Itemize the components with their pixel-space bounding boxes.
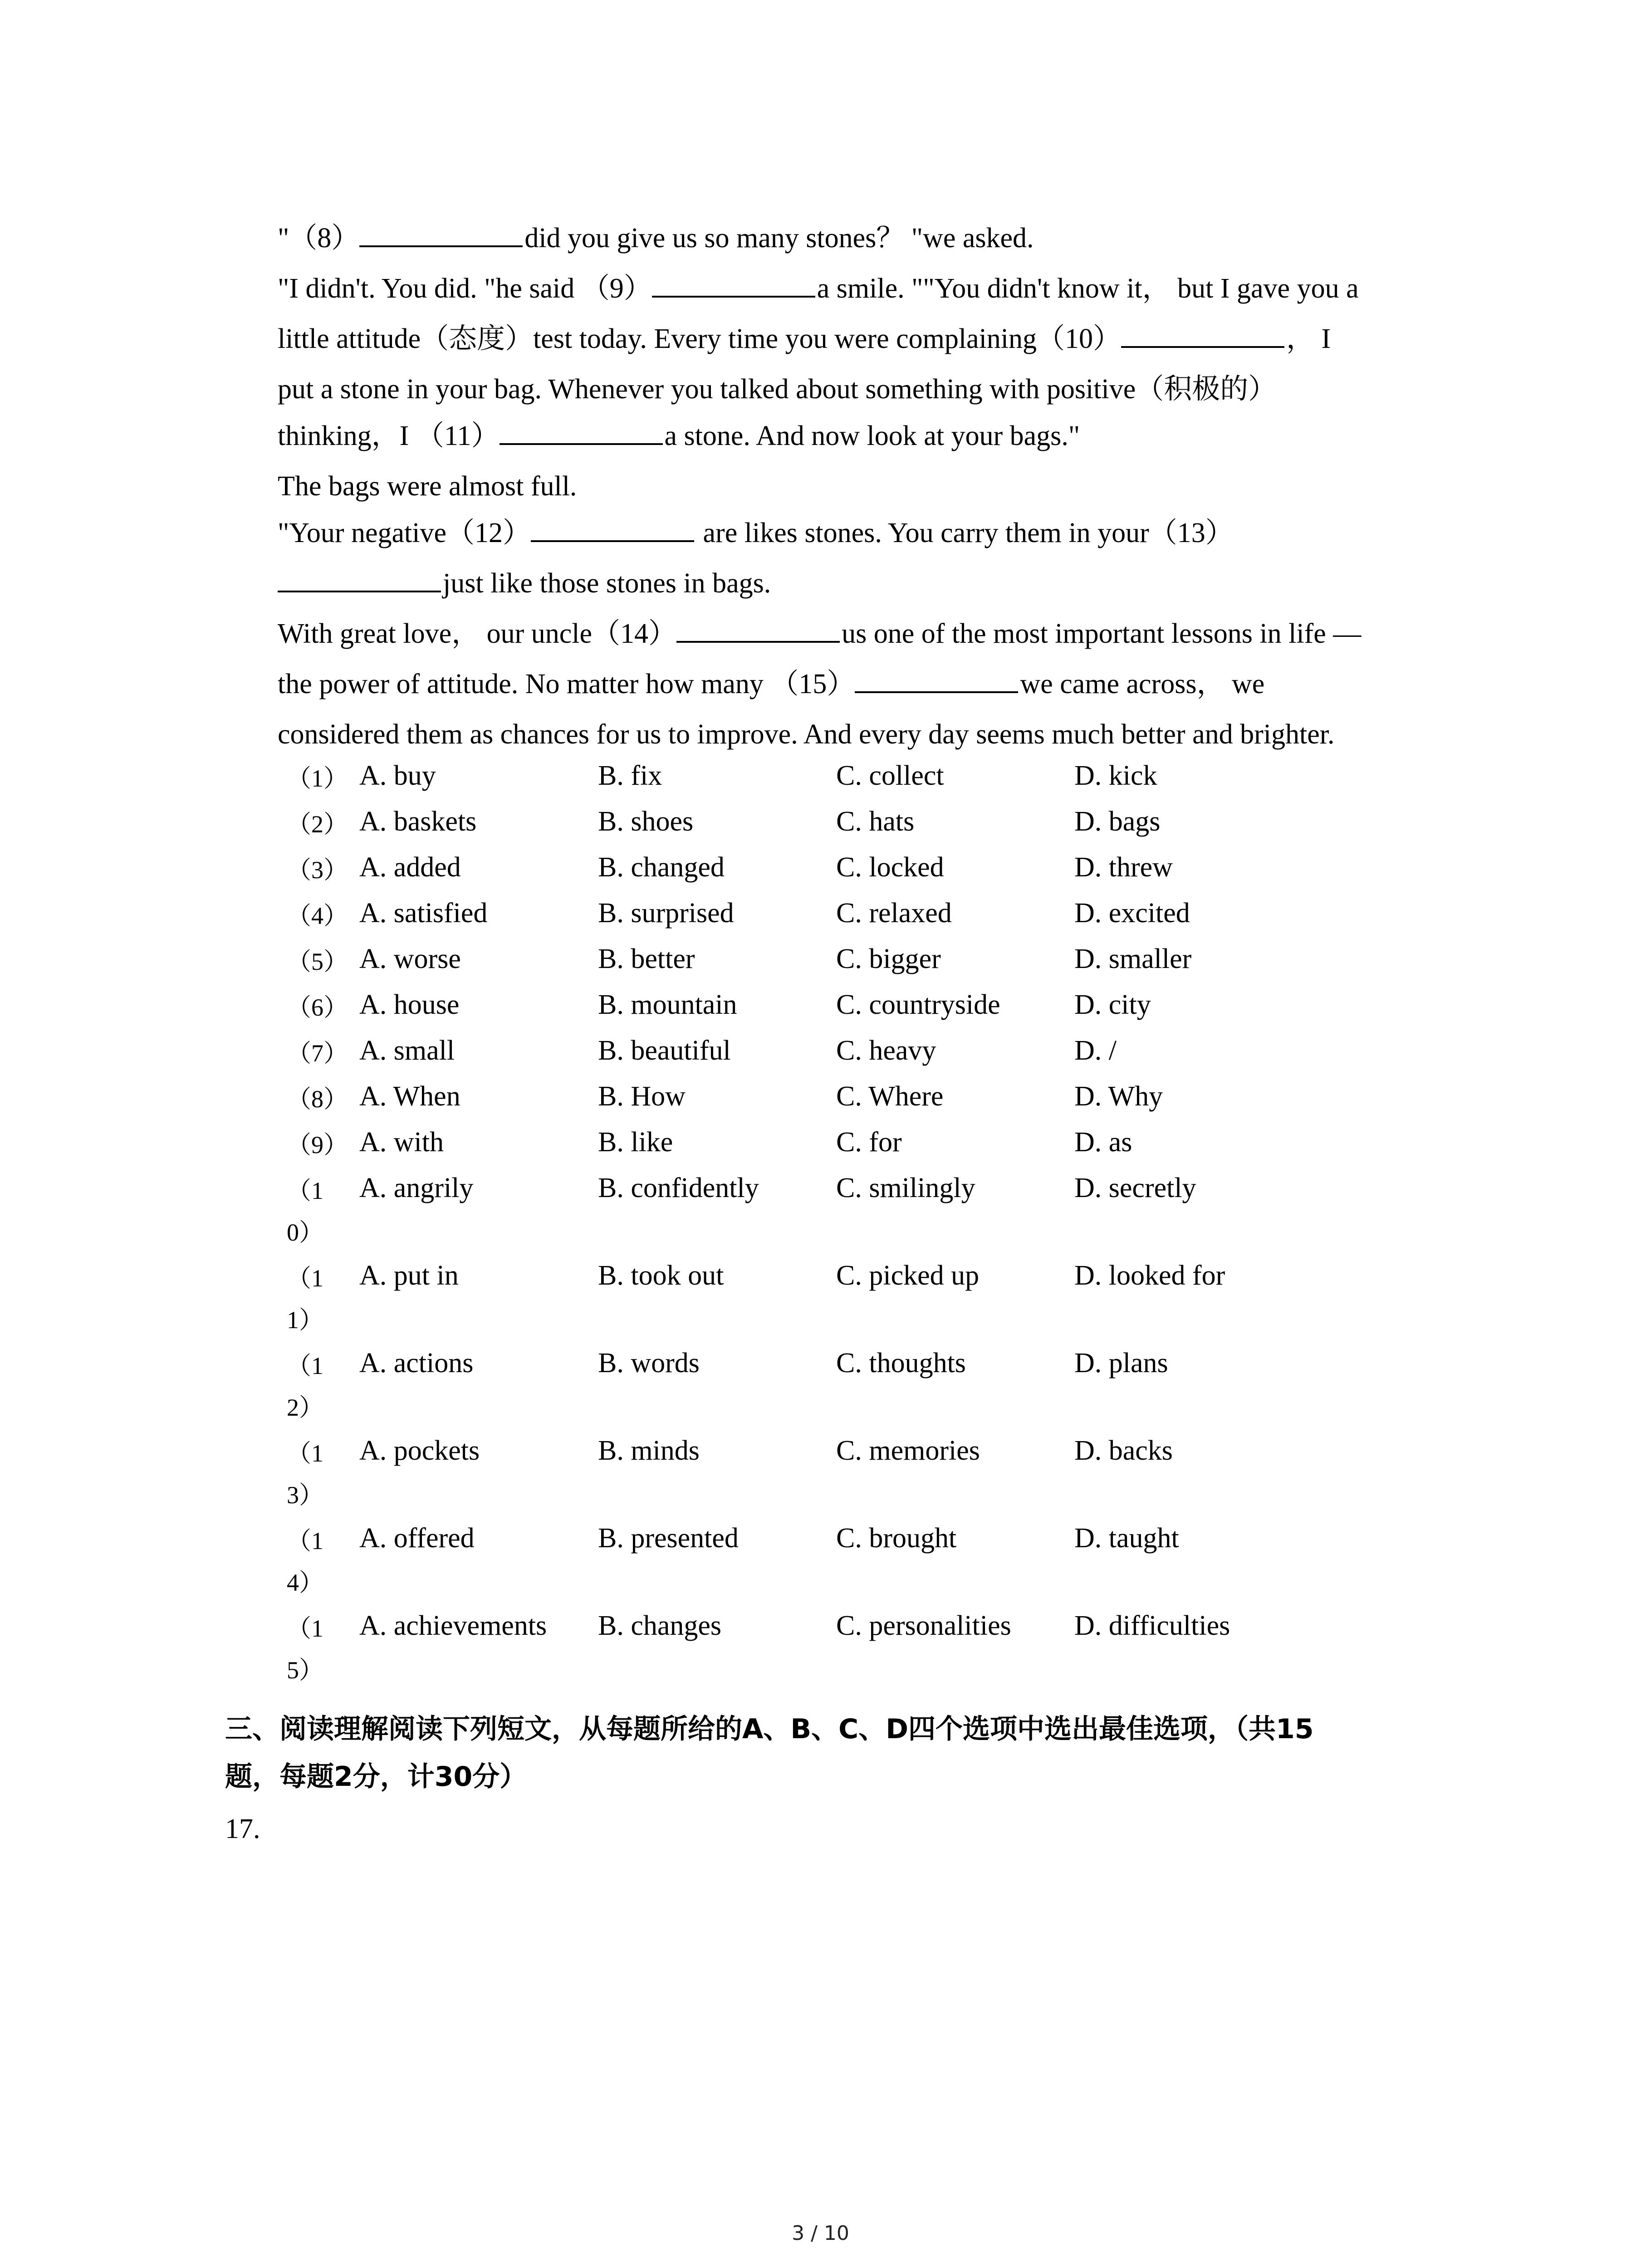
option-a: A. baskets — [359, 806, 477, 837]
question-number: （1 1） — [287, 1265, 323, 1334]
passage-text: With great love， our uncle（14） — [278, 618, 677, 649]
question-number: （5） — [287, 948, 348, 975]
option-row — [259, 890, 1438, 936]
option-b: B. confidently — [598, 1173, 759, 1203]
option-row — [259, 982, 1438, 1028]
passage-line-6 — [278, 461, 1457, 508]
option-c: C. brought — [836, 1523, 957, 1554]
option-row — [259, 1165, 1438, 1253]
option-d: D. city — [1074, 989, 1151, 1020]
passage-text: we came across， we — [1020, 669, 1265, 699]
option-a: A. with — [359, 1127, 444, 1158]
option-d: D. plans — [1074, 1348, 1168, 1378]
option-d: D. looked for — [1074, 1260, 1225, 1291]
cloze-passage — [278, 213, 1457, 756]
passage-text: little attitude（态度）test today. Every time you were complaining（10） — [278, 323, 1122, 354]
option-a: A. put in — [359, 1260, 459, 1291]
option-c: C. personalities — [836, 1610, 1011, 1641]
passage-text: did you give us so many stones？ "we asked. — [524, 223, 1034, 254]
option-c: C. collect — [836, 760, 944, 791]
option-row — [259, 753, 1438, 799]
question-17-number: 17. — [225, 1813, 260, 1844]
passage-text: "I didn't. You did. "he said （9） — [278, 273, 652, 304]
passage-line-11 — [278, 709, 1457, 756]
question-number: （1） — [287, 765, 348, 792]
option-c: C. heavy — [836, 1035, 936, 1066]
answer-blank-10 — [1121, 319, 1284, 348]
option-row — [259, 936, 1438, 982]
answer-blank-8 — [359, 218, 523, 247]
option-b: B. presented — [598, 1523, 739, 1554]
option-row — [259, 1603, 1438, 1691]
option-d: D. difficulties — [1074, 1610, 1230, 1641]
option-a: A. achievements — [359, 1610, 547, 1641]
option-c: C. thoughts — [836, 1348, 966, 1378]
passage-line-7 — [278, 508, 1457, 558]
answer-blank-13 — [278, 563, 441, 592]
option-d: D. threw — [1074, 852, 1173, 883]
section-heading — [225, 1706, 1450, 1801]
passage-text: a smile. ""You didn't know it， but I gave you a — [817, 273, 1359, 304]
question-number: （8） — [287, 1085, 348, 1113]
passage-line-5 — [278, 411, 1457, 461]
option-b: B. took out — [598, 1260, 724, 1291]
option-d: D. backs — [1074, 1435, 1173, 1466]
option-b: B. better — [598, 943, 695, 974]
passage-text: considered them as chances for us to improve. And every day seems much better and brighter. — [278, 719, 1335, 750]
option-d: D. bags — [1074, 806, 1161, 837]
question-number: （1 0） — [287, 1177, 323, 1246]
passage-line-8 — [278, 558, 1457, 609]
option-c: C. picked up — [836, 1260, 980, 1291]
passage-text: The bags were almost full. — [278, 471, 577, 502]
section-heading-line-2: 题，每题2分，计30分） — [225, 1761, 527, 1793]
option-b: B. surprised — [598, 898, 734, 929]
option-c: C. Where — [836, 1081, 944, 1112]
question-number: （3） — [287, 856, 348, 884]
answer-blank-15 — [855, 664, 1018, 693]
passage-text: are likes stones. You carry them in your（13） — [696, 518, 1234, 548]
option-row — [259, 1253, 1438, 1340]
option-a: A. angrily — [359, 1173, 474, 1203]
option-a: A. small — [359, 1035, 455, 1066]
option-b: B. changed — [598, 852, 725, 883]
option-row — [259, 845, 1438, 890]
passage-line-2 — [278, 264, 1457, 314]
option-row — [259, 1428, 1438, 1515]
option-a: A. buy — [359, 760, 436, 791]
passage-line-3 — [278, 314, 1457, 364]
option-c: C. bigger — [836, 943, 941, 974]
section-heading-line-1: 三、阅读理解阅读下列短文，从每题所给的A、B、C、D四个选项中选出最佳选项，（共15 — [225, 1713, 1314, 1745]
option-d: D. Why — [1074, 1081, 1163, 1112]
option-a: A. pockets — [359, 1435, 480, 1466]
option-d: D. kick — [1074, 760, 1157, 791]
question-number: （9） — [287, 1131, 348, 1158]
question-number: （7） — [287, 1040, 348, 1067]
answer-blank-9 — [652, 269, 815, 298]
page-number: 3 / 10 — [792, 2222, 849, 2245]
passage-text: a stone. And now look at your bags." — [664, 420, 1080, 451]
option-c: C. for — [836, 1127, 902, 1158]
passage-text: put a stone in your bag. Whenever you talked about something with positive（积极的） — [278, 374, 1277, 405]
option-d: D. / — [1074, 1035, 1117, 1066]
passage-line-10 — [278, 659, 1457, 709]
passage-line-9 — [278, 609, 1457, 659]
option-a: A. house — [359, 989, 460, 1020]
passage-line-4 — [278, 364, 1457, 411]
option-b: B. words — [598, 1348, 700, 1378]
passage-text: thinking，I （11） — [278, 420, 500, 451]
option-a: A. actions — [359, 1348, 474, 1378]
passage-line-1 — [278, 213, 1457, 264]
option-c: C. relaxed — [836, 898, 952, 929]
answer-blank-12 — [531, 513, 694, 542]
option-b: B. fix — [598, 760, 662, 791]
passage-text: ， I — [1286, 323, 1331, 354]
option-row — [259, 1119, 1438, 1165]
option-d: D. as — [1074, 1127, 1132, 1158]
option-c: C. countryside — [836, 989, 1000, 1020]
answer-blank-14 — [676, 614, 840, 643]
option-row — [259, 1074, 1438, 1119]
option-a: A. worse — [359, 943, 461, 974]
answer-blank-11 — [500, 416, 663, 445]
option-a: A. When — [359, 1081, 460, 1112]
option-a: A. added — [359, 852, 461, 883]
option-b: B. changes — [598, 1610, 722, 1641]
option-b: B. beautiful — [598, 1035, 731, 1066]
question-number: （4） — [287, 902, 348, 929]
question-number: （1 2） — [287, 1352, 323, 1421]
question-number: （1 5） — [287, 1615, 323, 1684]
option-row — [259, 799, 1438, 845]
option-b: B. mountain — [598, 989, 737, 1020]
passage-text: the power of attitude. No matter how many （15） — [278, 669, 855, 699]
passage-text: "（8） — [278, 223, 360, 254]
question-number: （6） — [287, 994, 348, 1021]
option-b: B. shoes — [598, 806, 694, 837]
option-row — [259, 1028, 1438, 1074]
question-number: （1 3） — [287, 1440, 323, 1509]
passage-text: "Your negative（12） — [278, 518, 531, 548]
passage-text: just like those stones in bags. — [443, 568, 771, 599]
option-c: C. memories — [836, 1435, 980, 1466]
passage-text: us one of the most important lessons in life — — [842, 618, 1362, 649]
option-d: D. secretly — [1074, 1173, 1196, 1203]
option-b: B. minds — [598, 1435, 700, 1466]
option-d: D. taught — [1074, 1523, 1179, 1554]
option-d: D. smaller — [1074, 943, 1192, 974]
option-row — [259, 1515, 1438, 1603]
question-number: （2） — [287, 811, 348, 838]
option-d: D. excited — [1074, 898, 1190, 929]
option-b: B. like — [598, 1127, 673, 1158]
option-a: A. satisfied — [359, 898, 488, 929]
option-c: C. smilingly — [836, 1173, 975, 1203]
option-c: C. locked — [836, 852, 944, 883]
option-b: B. How — [598, 1081, 686, 1112]
question-number: （1 4） — [287, 1527, 323, 1596]
option-c: C. hats — [836, 806, 915, 837]
answer-options-table — [259, 753, 1438, 1691]
option-row — [259, 1340, 1438, 1428]
option-a: A. offered — [359, 1523, 475, 1554]
